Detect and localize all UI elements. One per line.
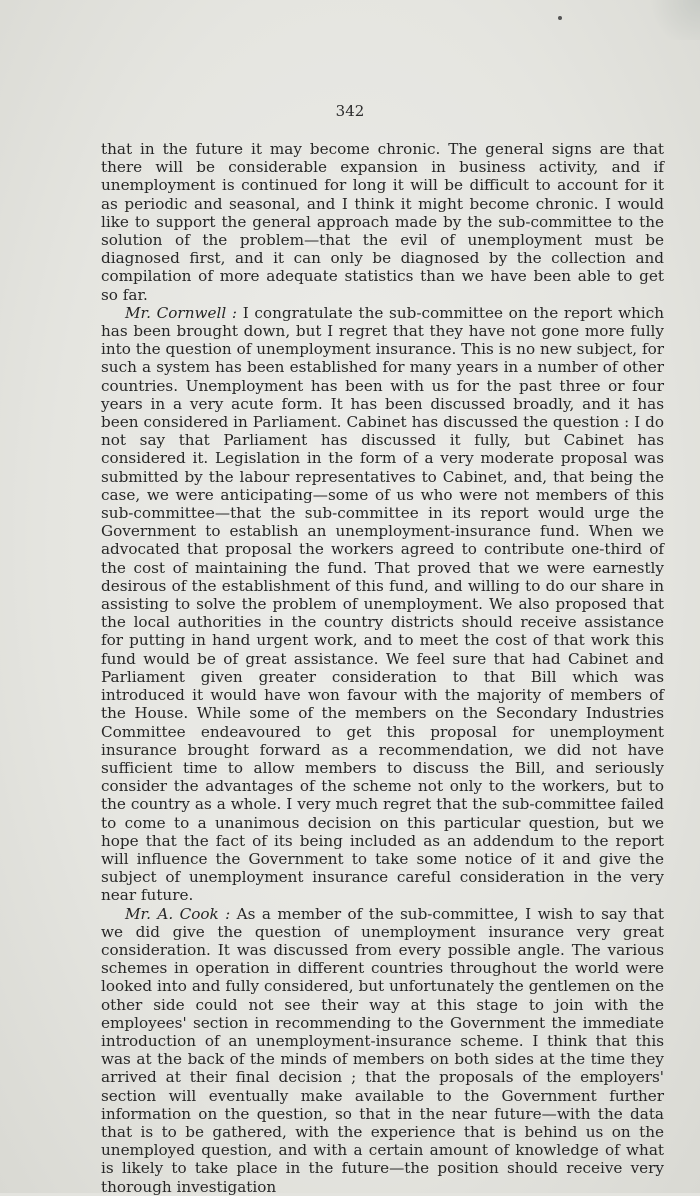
- speaker-name: Mr. Cornwell :: [125, 303, 238, 322]
- paper-stain: [640, 0, 700, 40]
- speck-mark: [558, 16, 562, 20]
- paragraph: [101, 905, 664, 1196]
- paragraph-text: As a member of the sub-committee, I wish to say that we did give the question of unemployment insurance very great consideration. It was discussed from every possible angle. The various schemes in operation in different countries throughout the world were looked into and fully considered, but unfortunately the gentlemen on the other side could not see their way at this stage to join with the employees' section in recommending to the Government the immediate introduction of an unemployment-insurance scheme. I think that this was at the back of the minds of members on both sides at the time they arrived at their final decision ; that the proposals of the employers' section will eventually make available to the Government further information on the question, so that in the near future—with the data that is to be gathered, with the experience that is behind us on the unemployed question, and with a certain amount of knowledge of what is likely to take place in the future—the position should receive very thorough investigation: [101, 904, 665, 1196]
- paragraph-text: that in the future it may become chronic. The general signs are that there will be considerable expansion in business activity, and if unemployment is continued for long it will be difficult to account for it as periodic and seasonal, and I think it might become chronic. I would like to support the general approach made by the sub-committee to the solution of the problem—that the evil of unemployment must be diagnosed first, and it can only be diagnosed by the collection and compilation of more adequate statistics than we have been able to get so far.: [101, 140, 664, 304]
- body-text: [101, 140, 664, 1196]
- page-number: 342: [335, 102, 365, 120]
- paragraph: [101, 140, 664, 304]
- speaker-name: Mr. A. Cook :: [125, 904, 231, 923]
- paragraph-text: I congratulate the sub-committee on the report which has been brought down, but I regret that they have not gone more fully into the question of unemployment insurance. This is no new subject, for such a system has been established for many years in a number of other countries. Unemployment has been with us for the past three or four years in a very acute form. It has been discussed broadly, and it has been considered in Parliament. Cabinet has discussed the question : I do not say that Parliament has discussed it fully, but Cabinet has considered it. Legislation in the form of a very moderate proposal was submitted by the labour representatives to Cabinet, and, that being the case, we were anticipating—some of us who were not members of this sub-committee—that the sub-committee in its report would urge the Government to establish an unemployment-insurance fund. When we advocated that proposal the workers agreed to contribute one-third of the cost of maintaining the fund. That proved that we were earnestly desirous of the establishment of this fund, and willing to do our share in assisting to solve the problem of unemployment. We also proposed that the local authorities in the country districts should receive assistance for putting in hand urgent work, and to meet the cost of that work this fund would be of great assistance. We feel sure that had Cabinet and Parliament given greater consideration to that Bill which was introduced it would have won favour with the majority of members of the House. While some of the members on the Secondary Industries Committee endeavoured to get this proposal for unemployment insurance brought forward as a recommendation, we did not have sufficient time to allow members to discuss the Bill, and seriously consider the advantages of the scheme not only to the workers, but to the country as a whole. I very much regret that the sub-committee failed to come to a unanimous decision on this particular question, but we hope that the fact of its being included as an addendum to the report will influence the Government to take some notice of it and give the subject of unemployment insurance careful consideration in the very near future.: [101, 303, 664, 905]
- paragraph: [101, 304, 664, 905]
